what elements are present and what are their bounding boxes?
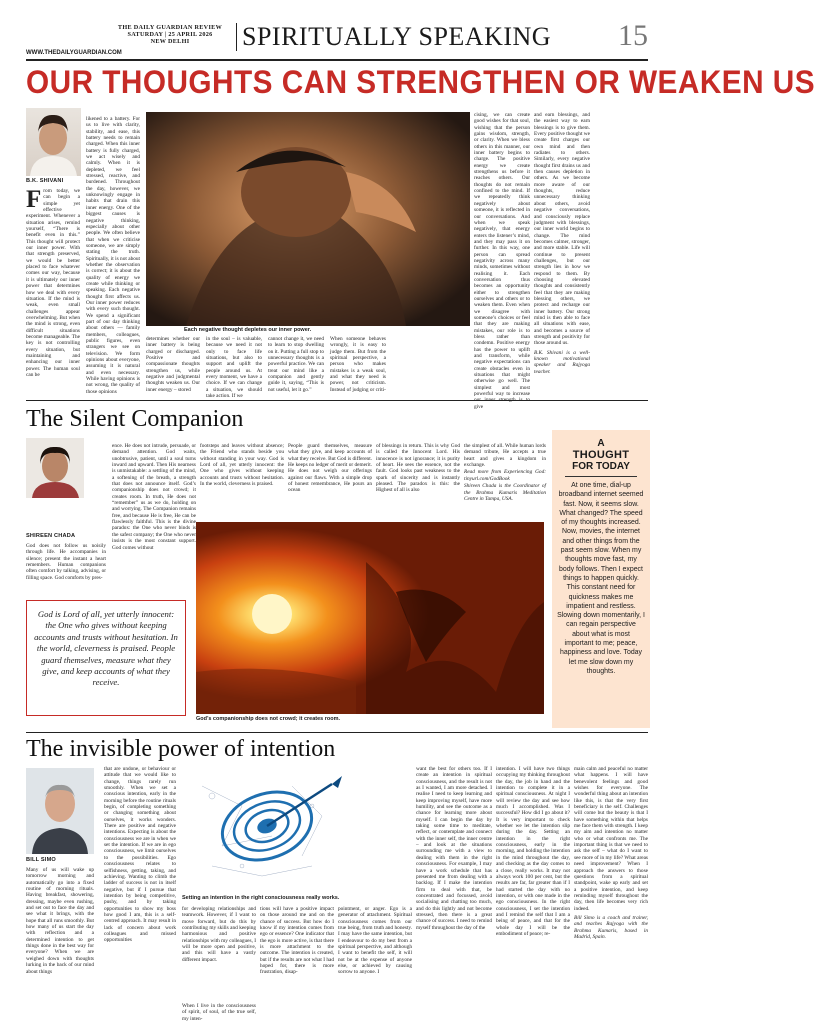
article2-col3: footsteps and leaves without absence; the Friend who stands beside you without standing in your way. God is Lord of all, yet utterly innocent: the One who gives without keeping accounts and trusts without hesitation. In the world, cleverness is praised. (200, 443, 284, 488)
article2-pull-quote: God is Lord of all, yet utterly innocent: the One who gives without keeping accounts and trusts without hesitation. In the world, cleverness is praised. People guard themselves, measure what they give, and keep accounts of what they receive. (34, 609, 178, 688)
article3-author-photo (26, 768, 94, 854)
article3-col2: that are undone, or behaviour or attitude that we would like to change, things rarely run smoothly. When we set a conscious intention, early in the morning before the routine rituals begin, of completing something or changing something about ourselves, it works wonders. There are positive and negative intentions. Expecting is about the consciousness we are in when we set the intention. If we are in ego consciousness, we limit ourselves to the possibilities. Ego consciousness relates to selfishness, getting, taking, and achieving. Wanting to climb the ladder of success is not in itself negative, but if I pursue that intention by being competitive, pushy, and by taking opportunities to show my boss how good I am, this is a self-centred approach. It may result in lack of concern about work colleagues and missed opportunities (104, 766, 176, 944)
article1-bottom-rule (26, 400, 648, 401)
issue-city: NEW DELHI (150, 38, 190, 45)
article2-headline: The Silent Companion (26, 406, 244, 432)
masthead-paper-block (110, 24, 230, 45)
article2-bio: Shireen Chada is the Coordinator of the Brahma Kumaris Meditation Centre in Tampa, USA. (464, 483, 546, 502)
article1-col8: and earn blessings, and the easiest way to earn blessings is to give them. Every positive thought we create first charges our own mind and then radiates to others. Similarly, every negative thought first drains us and then causes depletion in others. As we become more aware of our thoughts, reduce unnecessary thinking about others, avoid negative conversations, and consciously replace judgment with blessings, our inner world begins to change. The mind becomes calmer, stronger, and more stable. Life will continue to present challenges, but our strength lies in how we respond to them. By choosing elevated thoughts and consistently feel that they are making blessing others, we protect and recharge our inner battery. Our strong mind is then able to face all situations with ease, and becomes a source of strength and positivity for those around us. B.K. Shivani is a well-known motivational speaker and Rajyoga teacher. (534, 112, 590, 375)
drop-cap: F (26, 186, 42, 213)
article2-readmore[interactable]: Read more from Experiencing God: tinyurl.com/GodBook (464, 469, 546, 482)
article2-image (196, 522, 544, 714)
article1-col3: determines whether our inner battery is being charged or discharged. Positive and compassionate thoughts strengthen us, while negative and judgmental thoughts weaken us. Our inner energy – stored (146, 336, 200, 393)
page-number: 15 (618, 19, 648, 52)
sidebar-body: At one time, dial-up broadband internet seemed fast. Now, it seems slow. What changed? The speed of my thoughts increased. Now, movies, the internet and other things from the past seem slow. When my thoughts move fast, my body follows. Then I expect things to happen quickly. This constant need for quickness makes me impatient and restless. Slowing down momentarily, I can regain perspective about what is most important to me; peace, happiness and love. Today let me slow down my thoughts. (557, 482, 645, 675)
article1-image-caption: Each negative thought depletes our inner power. (184, 327, 312, 333)
article2-image-caption: God’s companionship does not crowd; it creates room. (196, 716, 341, 722)
article1-col2: likened to a battery. For us to live with clarity, stability, and ease, this battery needs to remain charged. When this inner battery is fully charged, we act wisely and calmly. When it is depleted, we feel stressed, reactive, and burdened. Throughout the day, however, we unknowingly engage in habits that drain this inner energy. One of the biggest causes is negative thinking, especially about other people. We often believe that when we criticise someone, we are simply stating the truth. Spiritually, it is not about whether the observation is correct; it is about the quality of energy we create while thinking or speaking. Each negative thought first affects us. Our inner power reduces with every such thought. We spend a significant part of our day thinking about others — family members, colleagues, public figures, even strangers we see on television. We form opinions about everyone, assuming it is natural and even necessary. While having opinions is not wrong, the quality of those opinions (86, 116, 140, 395)
article1-col1: From today, we can begin a simple yet effective experiment. Whenever a situation arises, remind yourself, “There is benefit even in this.” This thought will protect our inner power. With that strength preserved, we would be better placed to face whatever comes our way, because it is ultimately our inner power that determines how we deal with every situation. If the mind is weak, even small challenges appear overwhelming. But when the mind is strong, even difficult situations become manageable. The key is not controlling every situation, but maintaining and enhancing our inner power. The human soul can be (26, 186, 80, 378)
article1-col4: in the soul – is valuable, because we need it not only to face life situations, but also to support and uplift the people around us. At every moment, we have a choice. If we can change a situation, we should take action. If we (206, 336, 262, 400)
article1-image (146, 112, 470, 326)
article2-col2: ence. He does not intrude, persuade, or demand attention. God waits, unobtrusive, patient, until a soul turns inward and upward. Then His nearness is unmistakable: a settling of the mind, a softening of the breath, a strength that does not announce itself. God’s companionship does not crowd; it creates room. In truth, He does not “remember” us as we do, holding on and worrying. The Companion remains free, and because He is free, He can be flawlessly faithful. This is the divine paradox: the One who never binds is the safest company; the One who never insists is the most constant support. God comes without (112, 443, 196, 551)
article2-col4: People guard themselves, measure what they give, and keep accounts of what they receive. But God is different. He keeps no ledger of merit or demerit. He does not weigh our offerings against our flaws. With a simple drop of honest remembrance, He pours an ocean (288, 443, 372, 494)
thought-sidebar (552, 430, 650, 728)
article3-col5: pointment, or anger. Ego is a generator of attachment. Spiritual consciousness comes from our true being, from truth and honesty. I may have the same intention, but I endeavour to do my best from a spiritual perspective, and although I want to benefit the self, it will not be at the expense of anyone else, or achieved by causing sorrow to anyone. I (338, 906, 412, 976)
article2-quote-box (26, 600, 186, 716)
article1-col7: cising, we can create good wishes for that soul, wishing that the person gains wisdom, strength, or clarity. When we bless others in this manner, our inner battery begins to charge. The positive energy we create strengthens us before it reaches others. Our thoughts do not remain confined to the mind. If we repeatedly think negatively about someone, it is reflected in our conversations. And when we speak negatively, that energy enters the listener’s mind, and they may pass it on further. In this way, one person can spread negativity across many minds, sometimes without realising it. Each conversation thus becomes an opportunity either to strengthen ourselves and others or to weaken them. Even when we disagree with someone’s choices or feel that they are making mistakes, our role is to bless rather than condemn. Positive energy has the power to uplift and transform, while negative expectations can create obstacles even in situations that might otherwise go well. The simplest and most powerful way to increase give (474, 112, 530, 410)
article3-author: BILL SIMO (26, 857, 56, 863)
article1-bio: B.K. Shivani is a well-known motivational speaker and Rajyoga teacher. (534, 349, 590, 375)
article3-col6: want the best for others too. If I create an intention in spiritual consciousness, and the result is not as I wanted, I am more detached. I realise I need to keep learning and keep improving myself, have more humility, and see the outcome as a chance for learning more about myself. I can begin the day by taking some time to meditate, reflect, or contemplate and connect with the inner self, the inner centre – and look at the situations surrounding me with a view to dealing with them in the right consciousness. For example, I may have a work schedule that has presented me from dealing with a backlog. If I make the intention firm to deal with that, be concentrated and focussed, avoid socialising and chatting too much, and do this lightly and not become stressed, then there is a great chance of success. I need to remind myself throughout the day of the (416, 766, 492, 931)
website-url[interactable]: WWW.THEDAILYGUARDIAN.COM (26, 50, 122, 56)
article3-col7: intention. I will have two things occupying my thinking throughout the day, the job in hand and the intention to complete it in a spiritual consciousness. At night I will review the day and see how much I accomplished. Was I successful? How did I go about it? It is very important to check whether we let the intention slip during the day. Setting an intention in the right consciousness, early in the morning, and holding the intention in the mind throughout the day, and checking as the day comes to a close, really works. It may not always work 100 per cent, but the results are far, far greater than if I had started the day with no intention, or with one made in the ego consciousness. In the right consciousness, I set the intention and I remind the self that I am a being of peace, and that for the whole day I will be the embodiment of peace; re- (496, 766, 570, 937)
article1-headline: OUR THOUGHTS CAN STRENGTHEN OR WEAKEN US (26, 64, 815, 100)
sidebar-heading-2: THOUGHT (572, 449, 630, 461)
article3-col8: main calm and peaceful no matter what happens. I will have benevolent feelings and good wishes for everyone. The wonderful thing about an intention like this, is that the very first beneficiary is the self. Challenges will come but the beauty is that I have something within that helps me face them with strength. I keep my aim and intention no matter who or what confronts me. The important thing is that we need to ask the self – what do I want to see more of in my life? What areas need improvement? When I approach the answers to those questions from a spiritual standpoint, wake up early and set a positive intention, and keep reminding myself throughout the day, then life becomes very rich indeed. Bill Simo is a coach and trainer, and teaches Rajyoga with the Brahma Kumaris, based in Madrid, Spain. (574, 766, 648, 940)
article3-headline: The invisible power of intention (26, 736, 336, 762)
issue-date: SATURDAY | 25 APRIL 2026 (127, 31, 213, 38)
article1-col5: cannot change it, we need to learn to stop dwelling on it. Putting a full stop to unnecessary thoughts is a powerful practice. We can treat our mind like a companion and gently guide it, saying, “This is not useful, let it go.” (268, 336, 324, 393)
article1-col6: When someone behaves wrongly, it is easy to judge them. But from the spiritual perspective, a person who makes mistakes is a weak soul, and what they need is power, not criticism. Instead of judging or criti- (330, 336, 386, 393)
paper-name: THE DAILY GUARDIAN REVIEW (117, 24, 223, 31)
article3-col1: Many of us will wake up tomorrow morning and automatically go into a fixed routine of morning rituals. Having breakfast, showering, dressing, maybe even rushing, and set out to face the day and see what it brings, with the hope that all runs smoothly. But how many of us start the day with reflection and a determined intention to get things done in the best way for everyone? When we are weighed down with thoughts lurking in the back of our mind about things (26, 867, 94, 975)
article3-col4b: When I live in the consciousness of spirit, of soul, of the true self, my inten- (182, 1003, 256, 1022)
article2-bottom-rule (26, 732, 648, 733)
article3-col3: for developing relationships and teamwork. However, if I want to move forward, but do this by contributing my skills and keeping harmonious and positive relationships with my colleagues, I will be more open and positive, and this will have a vastly different impact. (182, 906, 256, 963)
masthead-rule (26, 59, 648, 61)
article3-image-caption: Setting an intention in the right consciousness really works. (182, 895, 340, 901)
article3-image (182, 766, 352, 890)
article2-author: SHIREEN CHADA (26, 533, 76, 539)
article2-author-photo (26, 438, 84, 498)
sidebar-heading-1: A (597, 438, 605, 449)
article1-author: B.K. SHIVANI (26, 178, 64, 184)
article1-author-photo (26, 108, 81, 176)
sidebar-divider (565, 476, 637, 477)
section-title: SPIRITUALLY SPEAKING (242, 22, 552, 51)
article3-bio: Bill Simo is a coach and trainer, and teaches Rajyoga with the Brahma Kumaris, based in Madrid, Spain. (574, 914, 648, 940)
masthead-divider (236, 23, 237, 51)
article2-col1: God does not follow us noisily through life. He accompanies in silence; present the instant a heart remembers. Human companions often comfort by talking, advising, or filling space. God comforts by pres- (26, 543, 106, 581)
article3-col4: tions will have a positive impact on those around me and on the chance of success. But how do I know if my intention comes from ego or essence? One indicator that the ego is more active, is that there is more attachment to the outcome. The intention is created, but if the results are not what I had hoped for, there is more frustration, disap- (260, 906, 334, 976)
article2-col5: of blessings in return. This is why God is called the Innocent Lord. His innocence is not ignorance; it is purity of heart. He sees the essence, not the fault. God looks past weakness to the spark of sincerity and is instantly pleased. The paradox is this: the Highest of all is also (376, 443, 460, 494)
article2-col6: the simplest of all. While human lords demand tribute, He accepts a true heart and gives a kingdom in exchange. Read more from Experiencing God: tinyurl.com/GodBook Shireen Chada is the Coordinator of the Brahma Kumaris Meditation Centre in Tampa, USA. (464, 443, 546, 502)
sidebar-heading-3: FOR TODAY (572, 461, 630, 472)
